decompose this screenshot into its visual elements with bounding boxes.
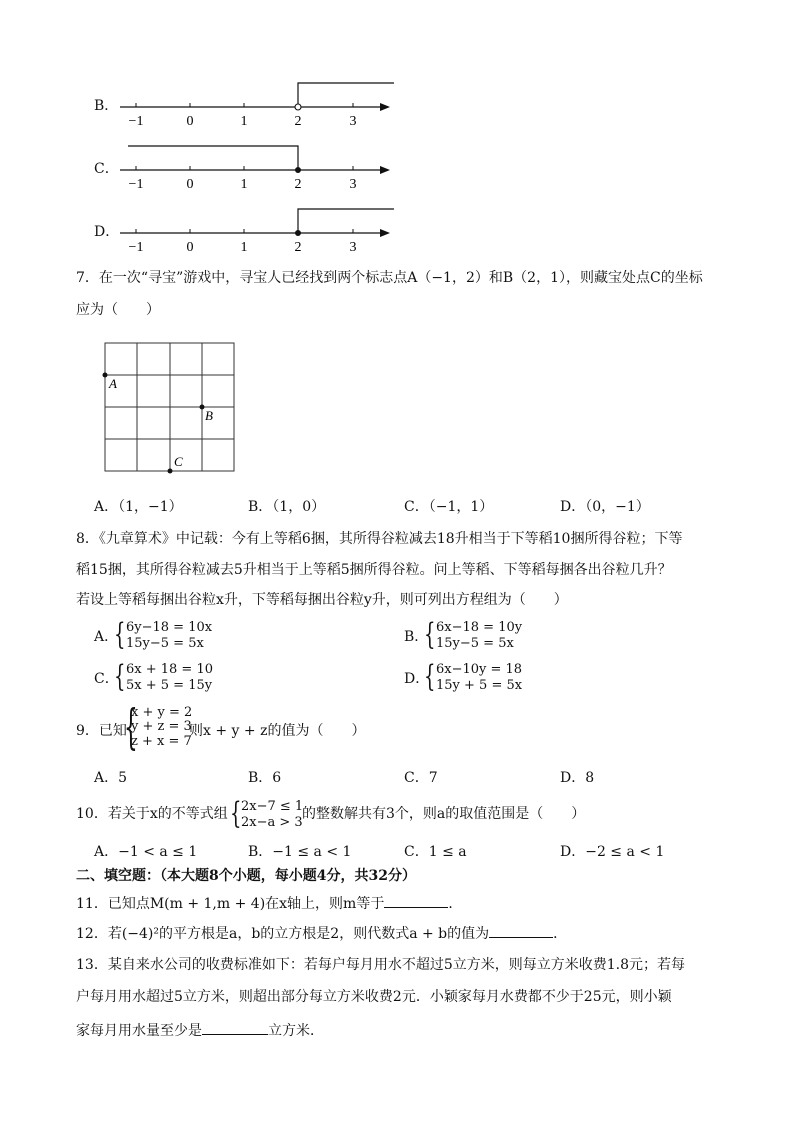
brace-icon: { bbox=[230, 796, 242, 831]
q7-option-c: C．（−1，1） bbox=[404, 499, 494, 515]
q12-end: ． bbox=[553, 926, 568, 942]
number-line-d bbox=[118, 204, 398, 256]
tick-label: 2 bbox=[294, 114, 302, 129]
tick-label: −1 bbox=[128, 240, 144, 255]
answer-blank[interactable] bbox=[384, 893, 448, 908]
q10-option-a: A．−1 < a ≤ 1 bbox=[94, 844, 198, 860]
answer-blank[interactable] bbox=[489, 923, 553, 938]
point-c bbox=[168, 469, 173, 474]
q9-suffix: 则x + y + z的值为（ ） bbox=[189, 723, 366, 739]
q8-option-c-eq1: 6x + 18 = 10 bbox=[126, 662, 214, 677]
brace-icon: { bbox=[424, 659, 436, 694]
q8-option-c-eq2: 5x + 5 = 15y bbox=[126, 678, 213, 693]
q7-line2: 应为（ ） bbox=[76, 302, 160, 318]
point-a bbox=[103, 373, 108, 378]
q10-option-c: C．1 ≤ a bbox=[404, 844, 467, 860]
q9-prefix: 9．已知 bbox=[76, 723, 127, 739]
q8-line1: 8．《九章算术》中记载：今有上等稻6捆，其所得谷粒减去18升相当于下等稻10捆所得谷粒；下等 bbox=[76, 531, 683, 547]
q9-option-b: B．6 bbox=[248, 770, 282, 786]
q13-line2: 户每月用水超过5立方米，则超出部分每立方米收费2元．小颖家每月水费都不少于25元，则小颖 bbox=[76, 989, 672, 1005]
q11-end: ． bbox=[448, 896, 463, 912]
q8-line3: 若设上等稻每捆出谷粒x升，下等稻每捆出谷粒y升，则可列出方程组为（ ） bbox=[76, 592, 568, 608]
q8-option-b-eq1: 6x−18 = 10y bbox=[436, 620, 523, 635]
option-c-label: C． bbox=[94, 161, 119, 177]
q10-ineq2: 2x−a > 3 bbox=[241, 815, 303, 830]
label-a: A bbox=[109, 376, 117, 391]
q9-eq1: x + y = 2 bbox=[131, 705, 193, 720]
section-title: 二、填空题：（本大题8个小题，每小题4分，共32分） bbox=[76, 868, 416, 884]
tick-label: 3 bbox=[349, 240, 357, 255]
q8-option-c-letter: C． bbox=[94, 671, 119, 687]
q10-prefix: 10．若关于x的不等式组 bbox=[76, 806, 228, 822]
option-d-label: D． bbox=[94, 224, 120, 240]
option-b-label: B． bbox=[94, 98, 119, 114]
tick-label: −1 bbox=[128, 114, 144, 129]
q7-option-b: B．（1，0） bbox=[248, 499, 326, 515]
q9-eq3: z + x = 7 bbox=[131, 734, 192, 749]
q12-text: 12．若(−4)²的平方根是a，b的立方根是2，则代数式a + b的值为 bbox=[76, 926, 490, 942]
answer-blank[interactable] bbox=[202, 1020, 268, 1035]
tick-label: 1 bbox=[240, 177, 248, 192]
tick-label: 0 bbox=[186, 114, 194, 129]
q8-line2: 稻15捆，其所得谷粒减去5升相当于上等稻5捆所得谷粒。问上等稻、下等稻每捆各出谷粒几升？ bbox=[76, 562, 672, 578]
q12-line bbox=[76, 923, 567, 944]
q13-line3 bbox=[76, 1020, 324, 1041]
tick-label: 0 bbox=[186, 240, 194, 255]
tick-label: 2 bbox=[294, 177, 302, 192]
q9-option-d: D．8 bbox=[560, 770, 595, 786]
q8-option-d-letter: D． bbox=[404, 671, 430, 687]
tick-label: 1 bbox=[240, 114, 248, 129]
q8-option-d-eq2: 15y + 5 = 5x bbox=[436, 678, 523, 693]
brace-icon: { bbox=[114, 659, 126, 694]
q11-text: 11．已知点M(m + 1,m + 4)在x轴上，则m等于 bbox=[76, 896, 385, 912]
q8-option-a-eq2: 15y−5 = 5x bbox=[126, 636, 204, 651]
q7-option-a: A．（1，−1） bbox=[94, 499, 183, 515]
q8-option-d-eq1: 6x−10y = 18 bbox=[436, 662, 523, 677]
q10-suffix: 的整数解共有3个，则a的取值范围是（ ） bbox=[302, 806, 586, 822]
q8-option-b-eq2: 15y−5 = 5x bbox=[436, 636, 514, 651]
q9-option-a: A．5 bbox=[94, 770, 128, 786]
q13-end: 立方米． bbox=[268, 1023, 324, 1039]
q8-option-a-eq1: 6y−18 = 10x bbox=[126, 620, 213, 635]
q7-line1: 7．在一次“寻宝”游戏中，寻宝人已经找到两个标志点A（−1，2）和B（2，1），则藏宝处点C的坐标 bbox=[76, 270, 703, 286]
q9-option-c: C．7 bbox=[404, 770, 438, 786]
q10-ineq1: 2x−7 ≤ 1 bbox=[241, 799, 304, 814]
q7-option-d: D．（0，−1） bbox=[560, 499, 650, 515]
brace-icon: { bbox=[124, 699, 138, 755]
q8-option-b-letter: B． bbox=[404, 629, 429, 645]
q13-line1: 13．某自来水公司的收费标准如下：若每户每月用水不超过5立方米，则每立方米收费1.8元；若每 bbox=[76, 957, 685, 973]
brace-icon: { bbox=[114, 617, 126, 652]
point-b bbox=[200, 405, 205, 410]
label-b: B bbox=[205, 408, 213, 423]
tick-label: −1 bbox=[128, 177, 144, 192]
tick-label: 3 bbox=[349, 114, 357, 129]
number-line-c bbox=[118, 141, 398, 193]
q7-grid-figure bbox=[100, 338, 240, 478]
label-c: C bbox=[174, 454, 183, 469]
tick-label: 0 bbox=[186, 177, 194, 192]
tick-label: 1 bbox=[240, 240, 248, 255]
q9-eq2: y + z = 3 bbox=[131, 719, 192, 734]
q13-text: 家每月用水量至少是 bbox=[76, 1023, 202, 1039]
tick-label: 2 bbox=[294, 240, 302, 255]
q11-line bbox=[76, 893, 462, 914]
brace-icon: { bbox=[424, 617, 436, 652]
number-line-b bbox=[118, 78, 398, 130]
q10-option-d: D．−2 ≤ a < 1 bbox=[560, 844, 665, 860]
tick-label: 3 bbox=[349, 177, 357, 192]
q10-option-b: B．−1 ≤ a < 1 bbox=[248, 844, 352, 860]
q8-option-a-letter: A． bbox=[94, 629, 119, 645]
